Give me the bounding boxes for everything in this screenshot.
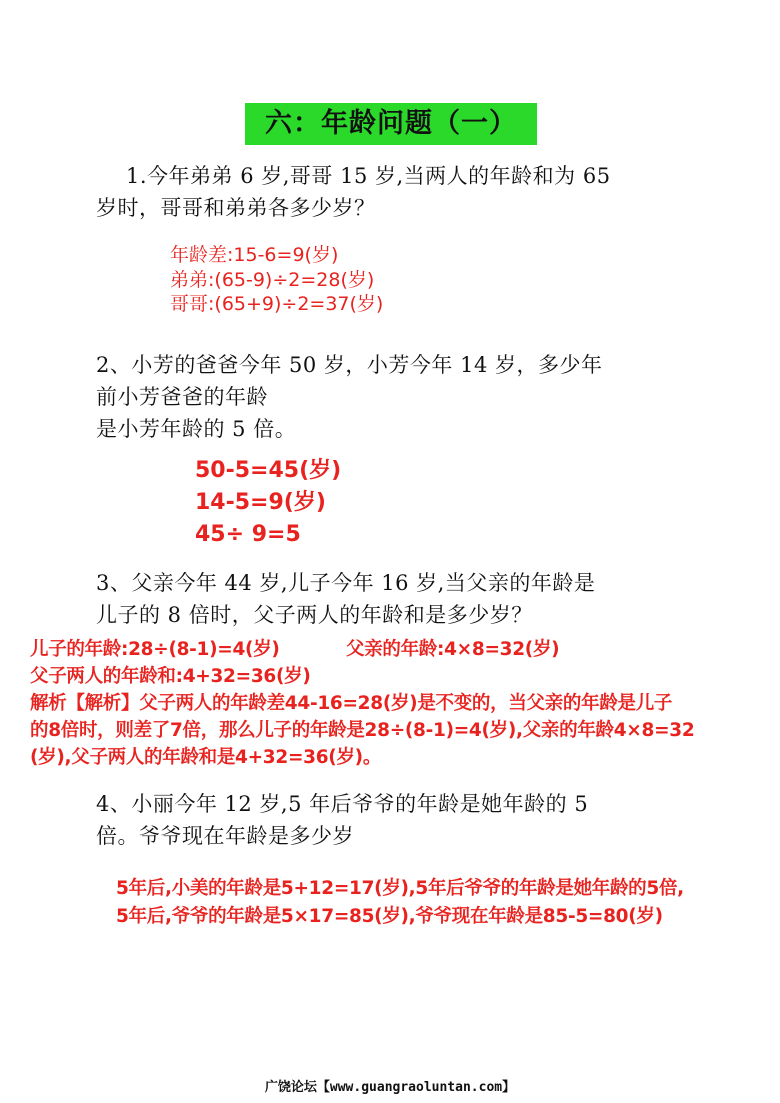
question-3-line-2: 儿子的 8 倍时，父子两人的年龄和是多少岁？ bbox=[96, 603, 533, 627]
question-1-line-1: 1.今年弟弟 6 岁,哥哥 15 岁,当两人的年龄和为 65 bbox=[126, 164, 611, 188]
question-4-line-2: 倍。爷爷现在年龄是多少岁 bbox=[96, 824, 354, 848]
footer-source: 广饶论坛【www.guangraoluntan.com】 bbox=[264, 1080, 516, 1095]
answer-2-line-1: 50-5=45(岁) bbox=[195, 458, 342, 483]
page-title: 六：年龄问题（一） bbox=[245, 103, 537, 145]
question-3-line-1: 3、父亲今年 44 岁,儿子今年 16 岁,当父亲的年龄是 bbox=[96, 571, 596, 595]
answer-1-line-2: 弟弟:(65-9)÷2=28(岁) bbox=[170, 269, 375, 291]
question-4-line-1: 4、小丽今年 12 岁,5 年后爷爷的年龄是她年龄的 5 bbox=[96, 792, 589, 816]
answer-1-line-1: 年龄差:15-6=9(岁) bbox=[170, 244, 339, 266]
answer-1-line-3: 哥哥:(65+9)÷2=37(岁) bbox=[170, 293, 384, 315]
analysis-3-line-3: (岁),父子两人的年龄和是4+32=36(岁)。 bbox=[30, 747, 382, 768]
analysis-3-line-2: 的8倍时，则差了7倍，那么儿子的年龄是28÷(8-1)=4(岁),父亲的年龄4×8=32 bbox=[30, 720, 695, 741]
answer-3-age-sum: 父子两人的年龄和:4+32=36(岁) bbox=[30, 666, 311, 687]
answer-2-line-2: 14-5=9(岁) bbox=[195, 490, 326, 515]
question-1-line-2: 岁时，哥哥和弟弟各多少岁？ bbox=[96, 196, 376, 220]
question-2-line-1: 2、小芳的爸爸今年 50 岁，小芳今年 14 岁，多少年 bbox=[96, 353, 603, 377]
question-2-line-2: 前小芳爸爸的年龄 bbox=[96, 385, 268, 409]
question-2-line-3: 是小芳年龄的 5 倍。 bbox=[96, 417, 297, 441]
answer-4-line-1: 5年后,小美的年龄是5+12=17(岁),5年后爷爷的年龄是她年龄的5倍, bbox=[116, 878, 684, 899]
answer-2-line-3: 45÷ 9=5 bbox=[195, 522, 301, 547]
answer-4-line-2: 5年后,爷爷的年龄是5×17=85(岁),爷爷现在年龄是85-5=80(岁) bbox=[116, 906, 663, 927]
analysis-3-line-1: 解析【解析】父子两人的年龄差44-16=28(岁)是不变的，当父亲的年龄是儿子 bbox=[30, 693, 673, 714]
answer-3-son-age: 儿子的年龄:28÷(8-1)=4(岁) bbox=[30, 639, 280, 660]
answer-3-father-age: 父亲的年龄:4×8=32(岁) bbox=[346, 639, 560, 660]
